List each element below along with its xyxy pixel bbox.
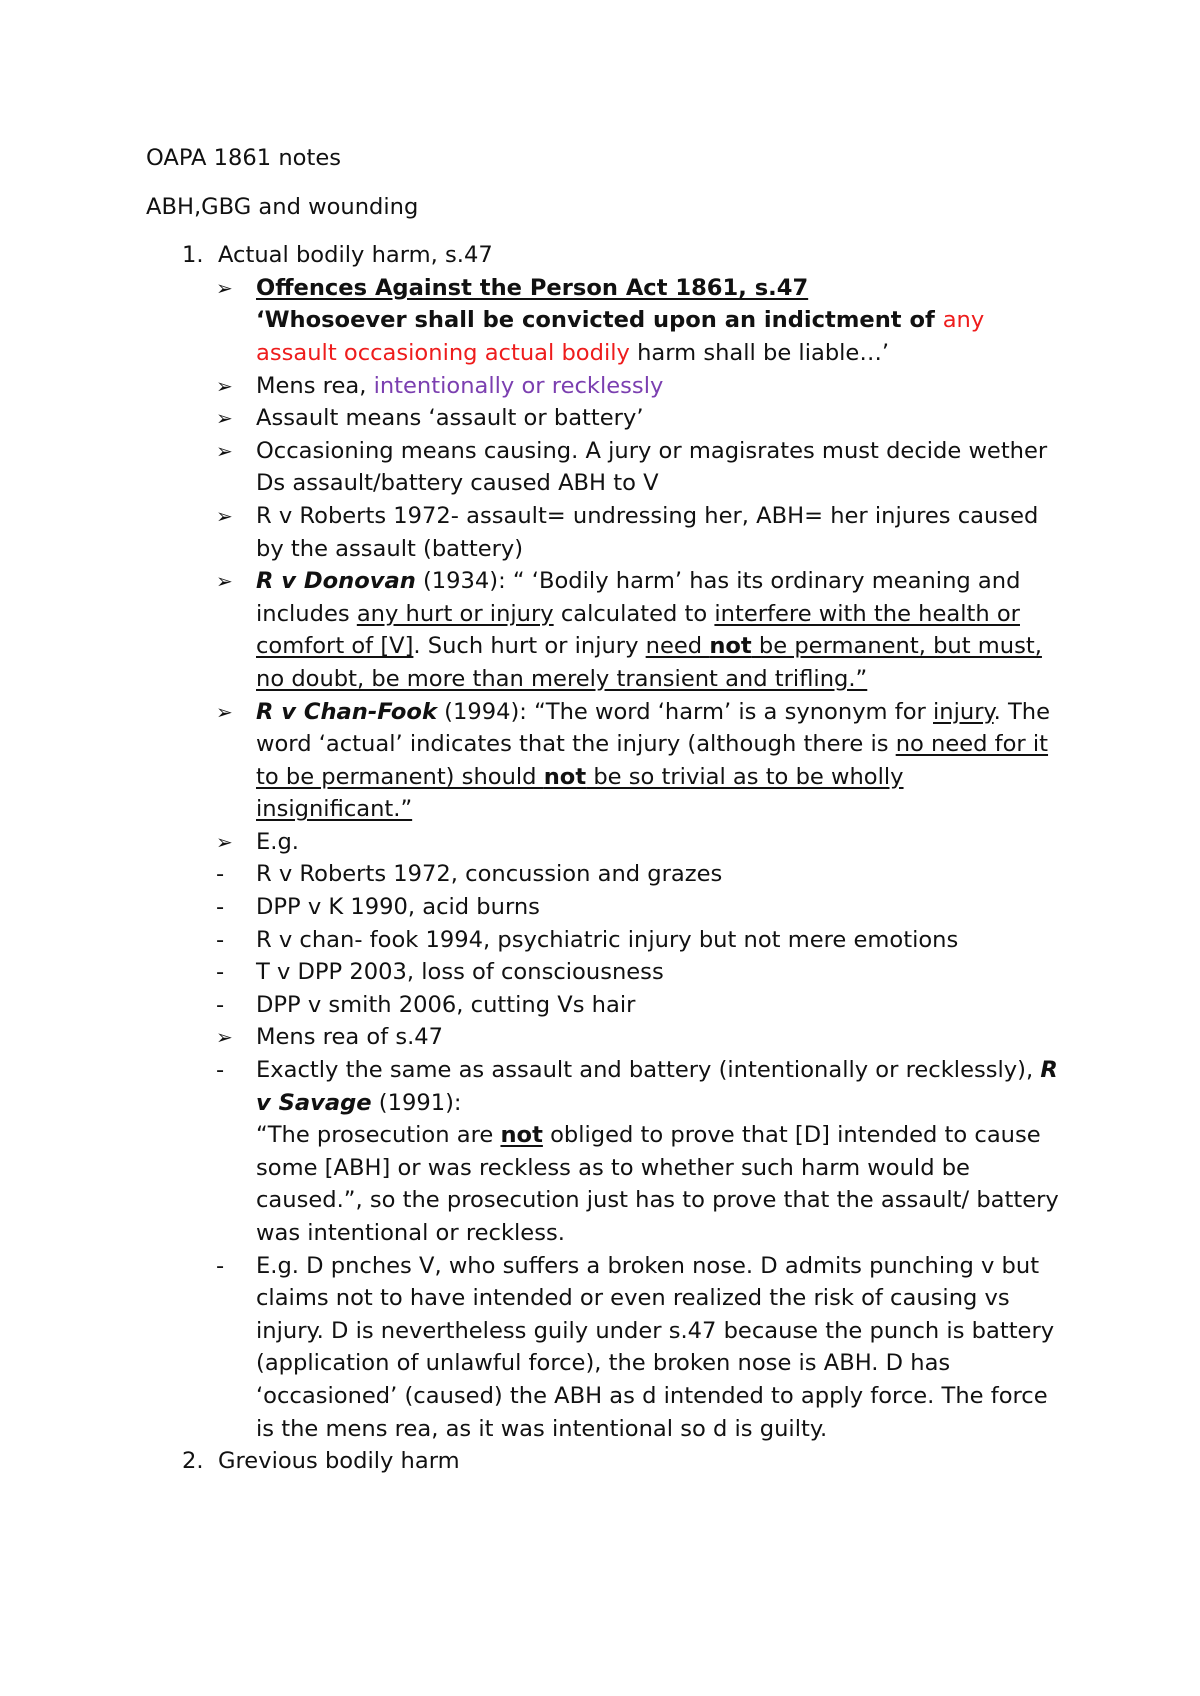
quote-close: harm shall be liable…’ [629,339,890,366]
example-text: R v Roberts 1972, concussion and grazes [256,861,723,888]
dash-item [146,924,1066,957]
case-underline: be so trivial as to be wholly insignificant.” [256,763,904,823]
dash-bullet-icon: - [216,894,225,921]
arrow-bullet-icon: ➢ [216,699,233,724]
case-name: R v Donovan [256,568,416,595]
bullet-text: Assault means ‘assault or battery’ [256,405,644,432]
section-1-heading [146,239,1066,272]
bullet-mens-rea [146,370,1066,403]
list-number: 1. [182,242,204,269]
case-underline: no need for it to be permanent) should [256,731,1049,790]
case-emphasis: not [709,633,752,660]
arrow-bullet-icon: ➢ [216,569,233,594]
bullet-roberts [146,500,1066,565]
bullet-occasioning [146,435,1066,500]
savage-quote: “The prosecution are [256,1122,501,1149]
bullet-chan-fook [146,696,1066,826]
document-title: OAPA 1861 notes [146,145,342,171]
quote-highlight: any assault occasioning actual bodily [256,307,985,366]
dash-bullet-icon: - [216,861,225,888]
case-underline: be permanent, but must, no doubt, be more than merely transient and trifling.” [256,633,1042,692]
section-heading-text: Grevious bodily harm [218,1448,460,1475]
savage-quote: obliged to prove that [D] intended to cause some [ABH] or was reckless as to whether such harm would be caused.”, so the prosecution just has to prove that the assault/ battery was intentional or reckless. [256,1122,1059,1246]
dash-item [146,989,1066,1022]
statute-title: Offences Against the Person Act 1861, s.47 [256,274,809,301]
case-name: R v Savage [256,1057,1058,1116]
section-heading-text: Actual bodily harm, s.47 [218,242,493,269]
arrow-bullet-icon: ➢ [216,275,233,300]
bullet-text: Mens rea of s.47 [256,1024,444,1051]
bullet-text: E.g. [256,828,299,855]
case-text: . Such hurt or injury [413,633,646,660]
bullet-donovan [146,565,1066,695]
dash-bullet-icon: - [216,991,225,1018]
savage-text: Exactly the same as assault and battery (intentionally or recklessly), [256,1057,1041,1084]
bullet-eg [146,826,1066,859]
arrow-bullet-icon: ➢ [216,406,233,431]
bullet-text: Occasioning means causing. A jury or magisrates must decide wether Ds assault/battery caused ABH to V [256,437,1048,497]
arrow-bullet-icon: ➢ [216,503,233,528]
example-text: DPP v smith 2006, cutting Vs hair [256,991,636,1018]
dash-bullet-icon: - [216,926,225,953]
dash-bullet-icon: - [216,1252,225,1279]
arrow-bullet-icon: ➢ [216,829,233,854]
dash-bullet-icon: - [216,1057,225,1084]
dash-item [146,858,1066,891]
dash-item [146,891,1066,924]
dash-item [146,956,1066,989]
bullet-text: R v Roberts 1972- assault= undressing her, ABH= her injures caused by the assault (battery) [256,502,1039,562]
case-emphasis: not [500,1122,543,1149]
case-underline: need [645,633,710,660]
mens-rea-label: Mens rea, [256,372,374,399]
case-underline: injury [933,698,994,725]
document-body [146,142,1066,1478]
example-text: T v DPP 2003, loss of consciousness [256,959,664,986]
document-subtitle: ABH,GBG and wounding [146,193,419,220]
bullet-mens-rea-s47 [146,1021,1066,1054]
example-text: R v chan- fook 1994, psychiatric injury but not mere emotions [256,926,959,953]
dash-bullet-icon: - [216,959,225,986]
dash-item-savage [146,1054,1066,1250]
case-text: calculated to [553,600,715,627]
case-name: R v Chan-Fook [256,698,437,725]
arrow-bullet-icon: ➢ [216,438,233,463]
case-text: (1934): “ ‘Bodily harm’ has its ordinary meaning and includes [256,568,1021,627]
mens-rea-highlight: intentionally or recklessly [373,372,664,399]
case-underline: interfere with the health or comfort of [V] [256,600,1020,660]
case-underline: any hurt or injury [356,600,554,627]
arrow-bullet-icon: ➢ [216,1025,233,1050]
list-number: 2. [182,1448,204,1475]
savage-text: (1991): [371,1089,462,1116]
case-text: . The word ‘actual’ indicates that the injury (although there is [256,698,1051,758]
example-text: DPP v K 1990, acid burns [256,894,540,921]
case-emphasis: not [543,763,587,790]
bullet-assault [146,402,1066,435]
section-2-heading [146,1445,1066,1478]
bullet-statute [146,272,1066,370]
example-paragraph: E.g. D pnches V, who suffers a broken nose. D admits punching v but claims not to have intended or even realized the risk of causing vs injury. D is nevertheless guily under s.47 because the punch is battery (application of unlawful force), the broken nose is ABH. D has ‘occasioned’ (caused) the ABH as d intended to apply force. The force is the mens rea, as it was intentional so d is guilty. [256,1252,1055,1442]
arrow-bullet-icon: ➢ [216,373,233,398]
case-text: (1994): “The word ‘harm’ is a synonym for [436,698,933,725]
dash-item-example [146,1250,1066,1446]
quote-open: ‘Whosoever shall be convicted upon an indictment of [256,307,943,334]
